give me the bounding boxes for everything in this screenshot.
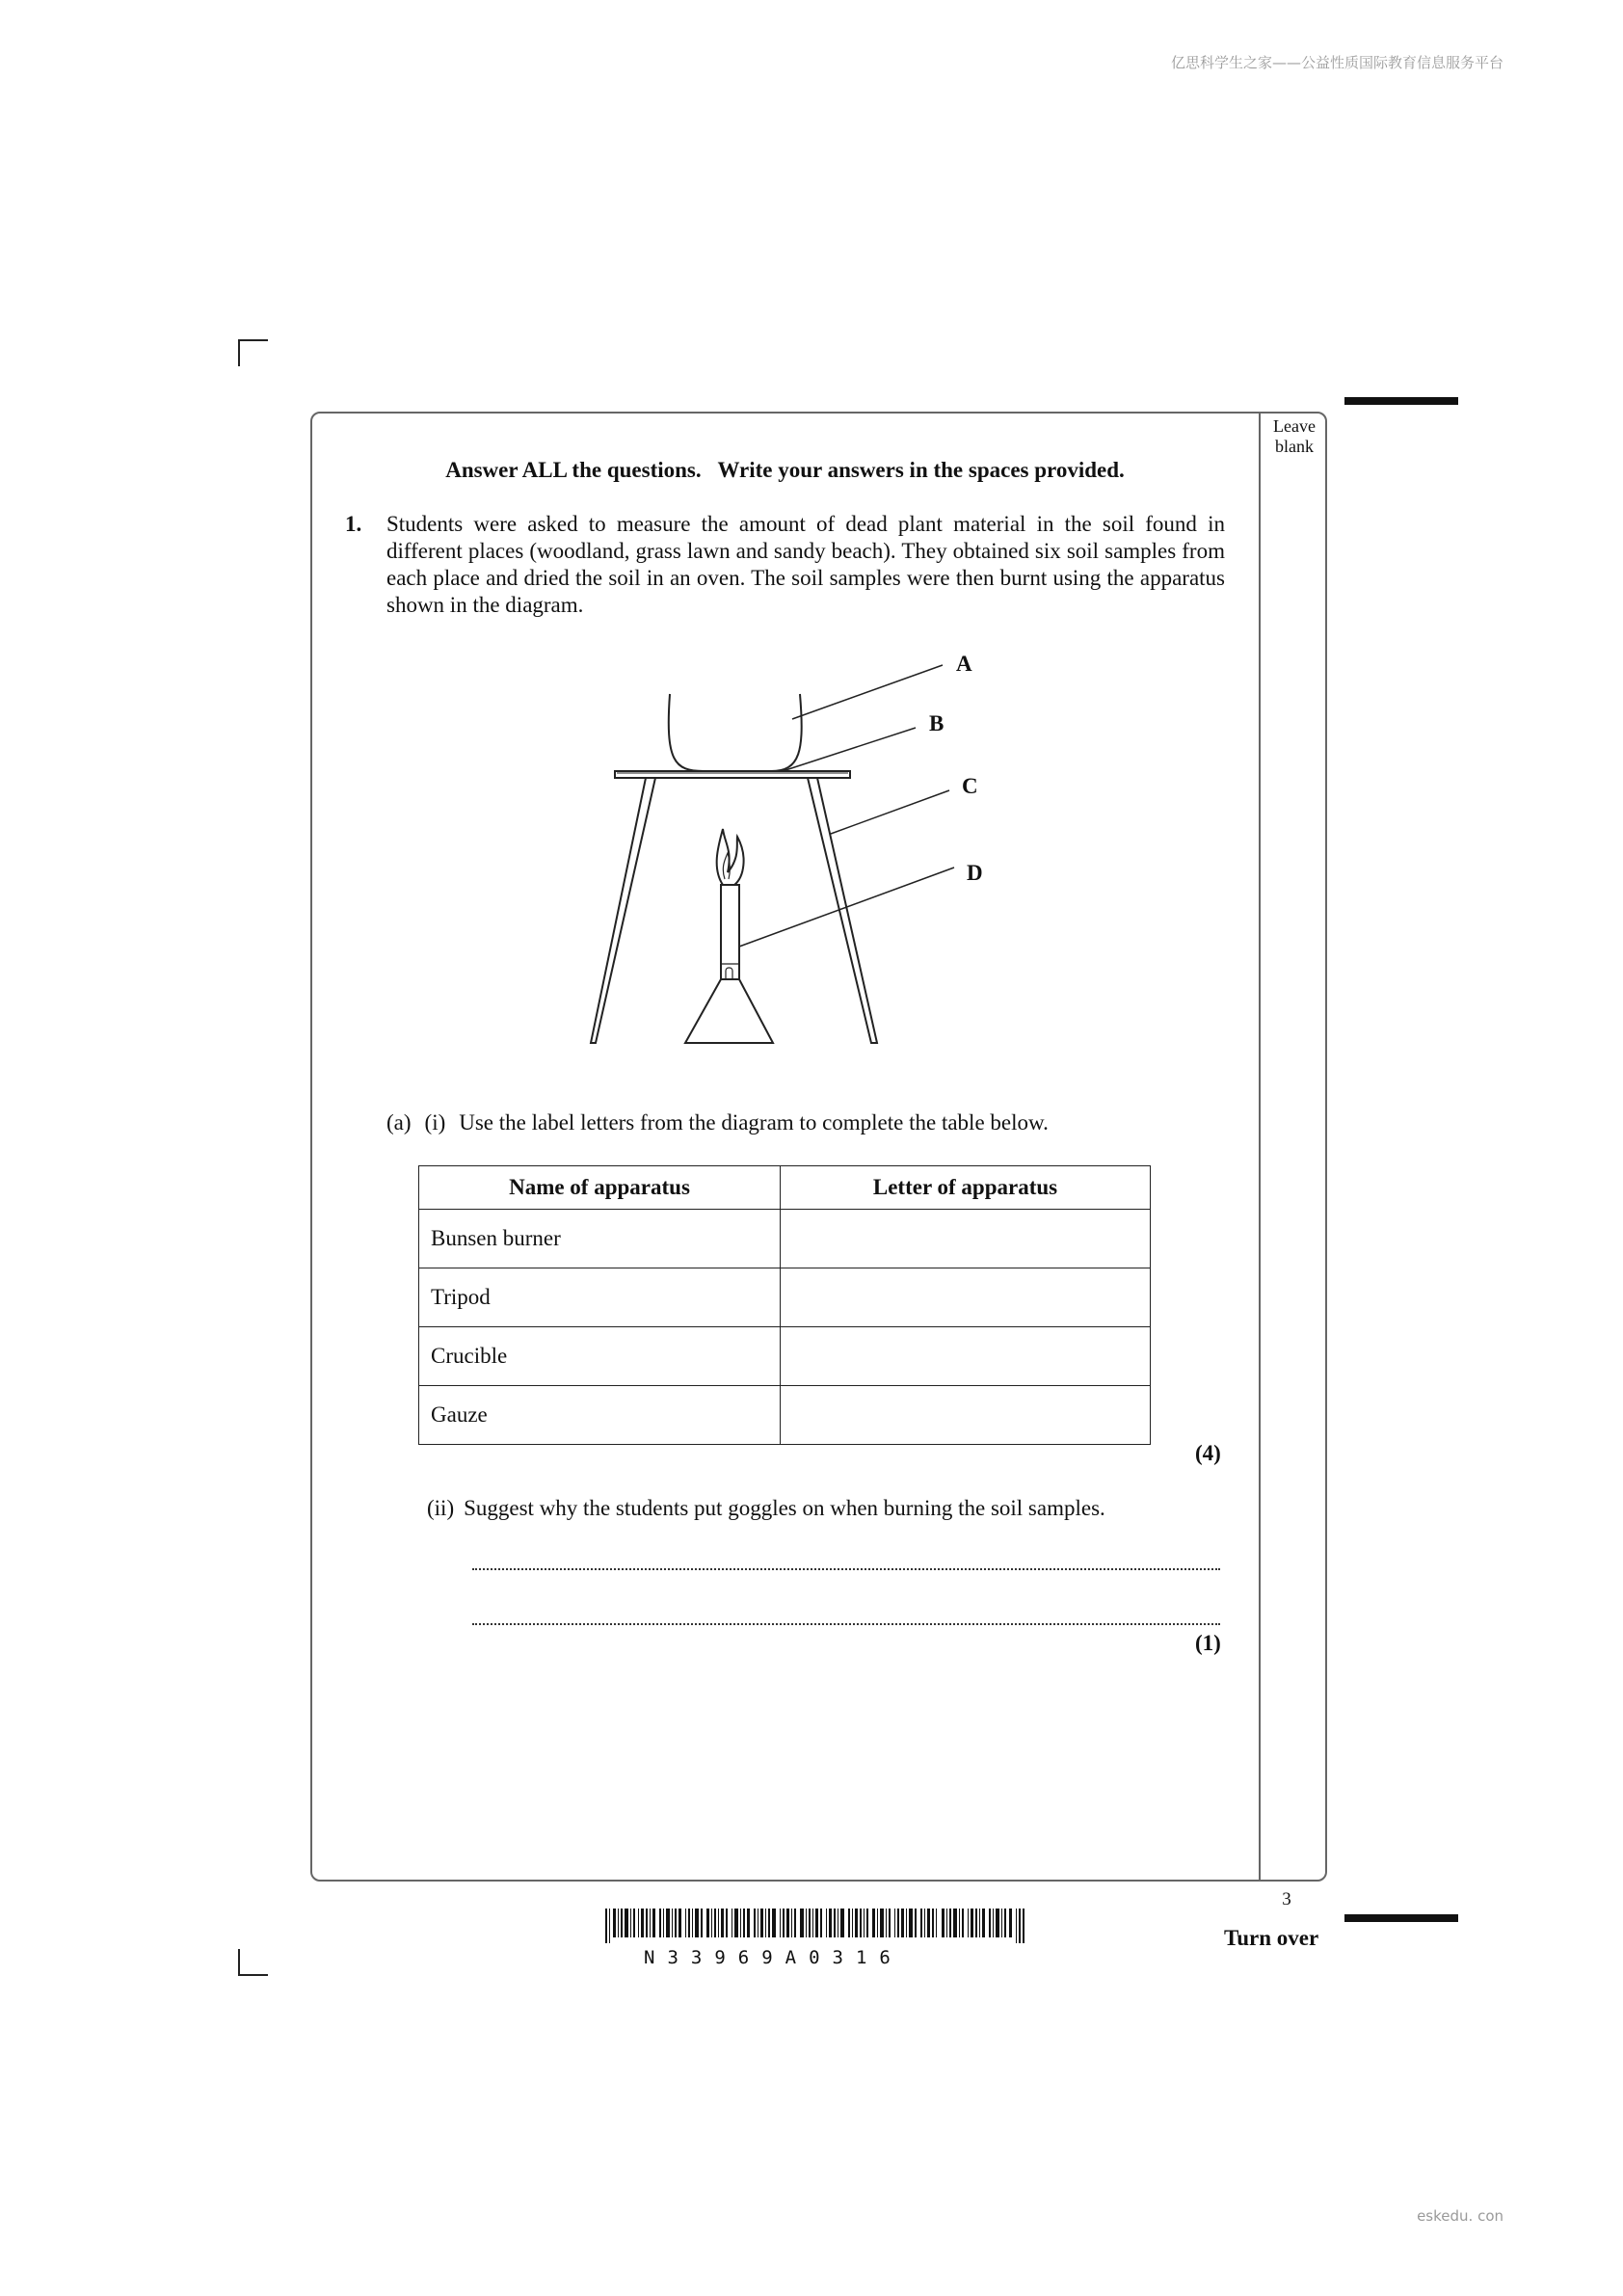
crop-mark-bottom-vertical xyxy=(238,1949,240,1976)
instructions: Answer ALL the questions. Write your answers in the spaces provided. xyxy=(445,458,1125,482)
answer-line-1[interactable] xyxy=(472,1568,1220,1570)
apparatus-name: Crucible xyxy=(419,1327,781,1386)
table-row xyxy=(419,1210,1151,1268)
label-line-c xyxy=(831,790,949,834)
sub-i-label: (i) xyxy=(424,1110,446,1135)
letter-answer-cell[interactable] xyxy=(781,1268,1151,1327)
crop-mark-top-vertical xyxy=(238,339,240,366)
marks-part-ii: (1) xyxy=(1195,1631,1221,1655)
barcode-image xyxy=(605,1909,1025,1943)
crop-mark-top-horizontal xyxy=(238,339,268,341)
leave-label-line1: Leave xyxy=(1273,416,1316,436)
tripod-right-leg xyxy=(808,778,877,1043)
answer-line-2[interactable] xyxy=(472,1623,1220,1625)
tripod-left-leg xyxy=(591,778,655,1043)
watermark-bottom: eskedu. con xyxy=(1417,2207,1503,2225)
question-number: 1. xyxy=(345,512,362,536)
burner-tube-shape xyxy=(721,885,739,979)
answer-frame xyxy=(310,412,1327,1882)
crucible-shape xyxy=(669,694,802,771)
leave-blank-column-divider xyxy=(1259,413,1261,1880)
letter-answer-cell[interactable] xyxy=(781,1386,1151,1445)
apparatus-name: Bunsen burner xyxy=(419,1210,781,1268)
table-row xyxy=(419,1386,1151,1445)
label-line-b xyxy=(783,728,916,771)
part-a-label: (a) xyxy=(386,1110,412,1135)
watermark-top: 亿思科学生之家——公益性质国际教育信息服务平台 xyxy=(1170,54,1503,71)
letter-answer-cell[interactable] xyxy=(781,1210,1151,1268)
burner-base-shape xyxy=(685,979,773,1043)
leave-blank-label xyxy=(1263,416,1326,457)
table-header-letter: Letter of apparatus xyxy=(781,1166,1151,1210)
table-row xyxy=(419,1268,1151,1327)
table-row xyxy=(419,1327,1151,1386)
flame-shape xyxy=(717,829,744,885)
gauze-shape xyxy=(615,771,850,778)
marks-part-i: (4) xyxy=(1195,1441,1221,1465)
turn-over: Turn over xyxy=(1224,1926,1319,1950)
page-number: 3 xyxy=(1282,1889,1291,1909)
apparatus-diagram xyxy=(559,636,1002,1060)
question-text: Students were asked to measure the amount of dead plant material in the soil found in different places (woodland, grass lawn and sandy beach). They obtained six soil samples from each place and dried the soil in an oven. The soil samples were then burnt using the apparatus shown in the diagram. xyxy=(386,512,1225,617)
crop-mark-bottom-horizontal xyxy=(238,1974,268,1976)
margin-bar-bottom xyxy=(1344,1914,1458,1922)
prompt-i: Use the label letters from the diagram to complete the table below. xyxy=(459,1110,1049,1135)
part-ii-heading xyxy=(427,1496,1105,1521)
apparatus-table xyxy=(418,1165,1151,1445)
letter-answer-cell[interactable] xyxy=(781,1327,1151,1386)
table-header-name: Name of apparatus xyxy=(419,1166,781,1210)
apparatus-name: Tripod xyxy=(419,1268,781,1327)
table-header-row xyxy=(419,1166,1151,1210)
part-a-heading xyxy=(386,1110,1049,1135)
sub-ii-label: (ii) xyxy=(427,1496,455,1520)
diagram-label-a: A xyxy=(956,652,972,676)
diagram-label-d: D xyxy=(967,861,983,885)
label-line-a xyxy=(792,665,943,719)
diagram-label-c: C xyxy=(962,774,978,798)
diagram-label-b: B xyxy=(929,711,945,735)
prompt-ii: Suggest why the students put goggles on when burning the soil samples. xyxy=(464,1496,1105,1520)
barcode-text: N33969A0316 xyxy=(644,1947,903,1968)
apparatus-name: Gauze xyxy=(419,1386,781,1445)
margin-bar-top xyxy=(1344,397,1458,405)
leave-label-line2: blank xyxy=(1275,437,1314,456)
